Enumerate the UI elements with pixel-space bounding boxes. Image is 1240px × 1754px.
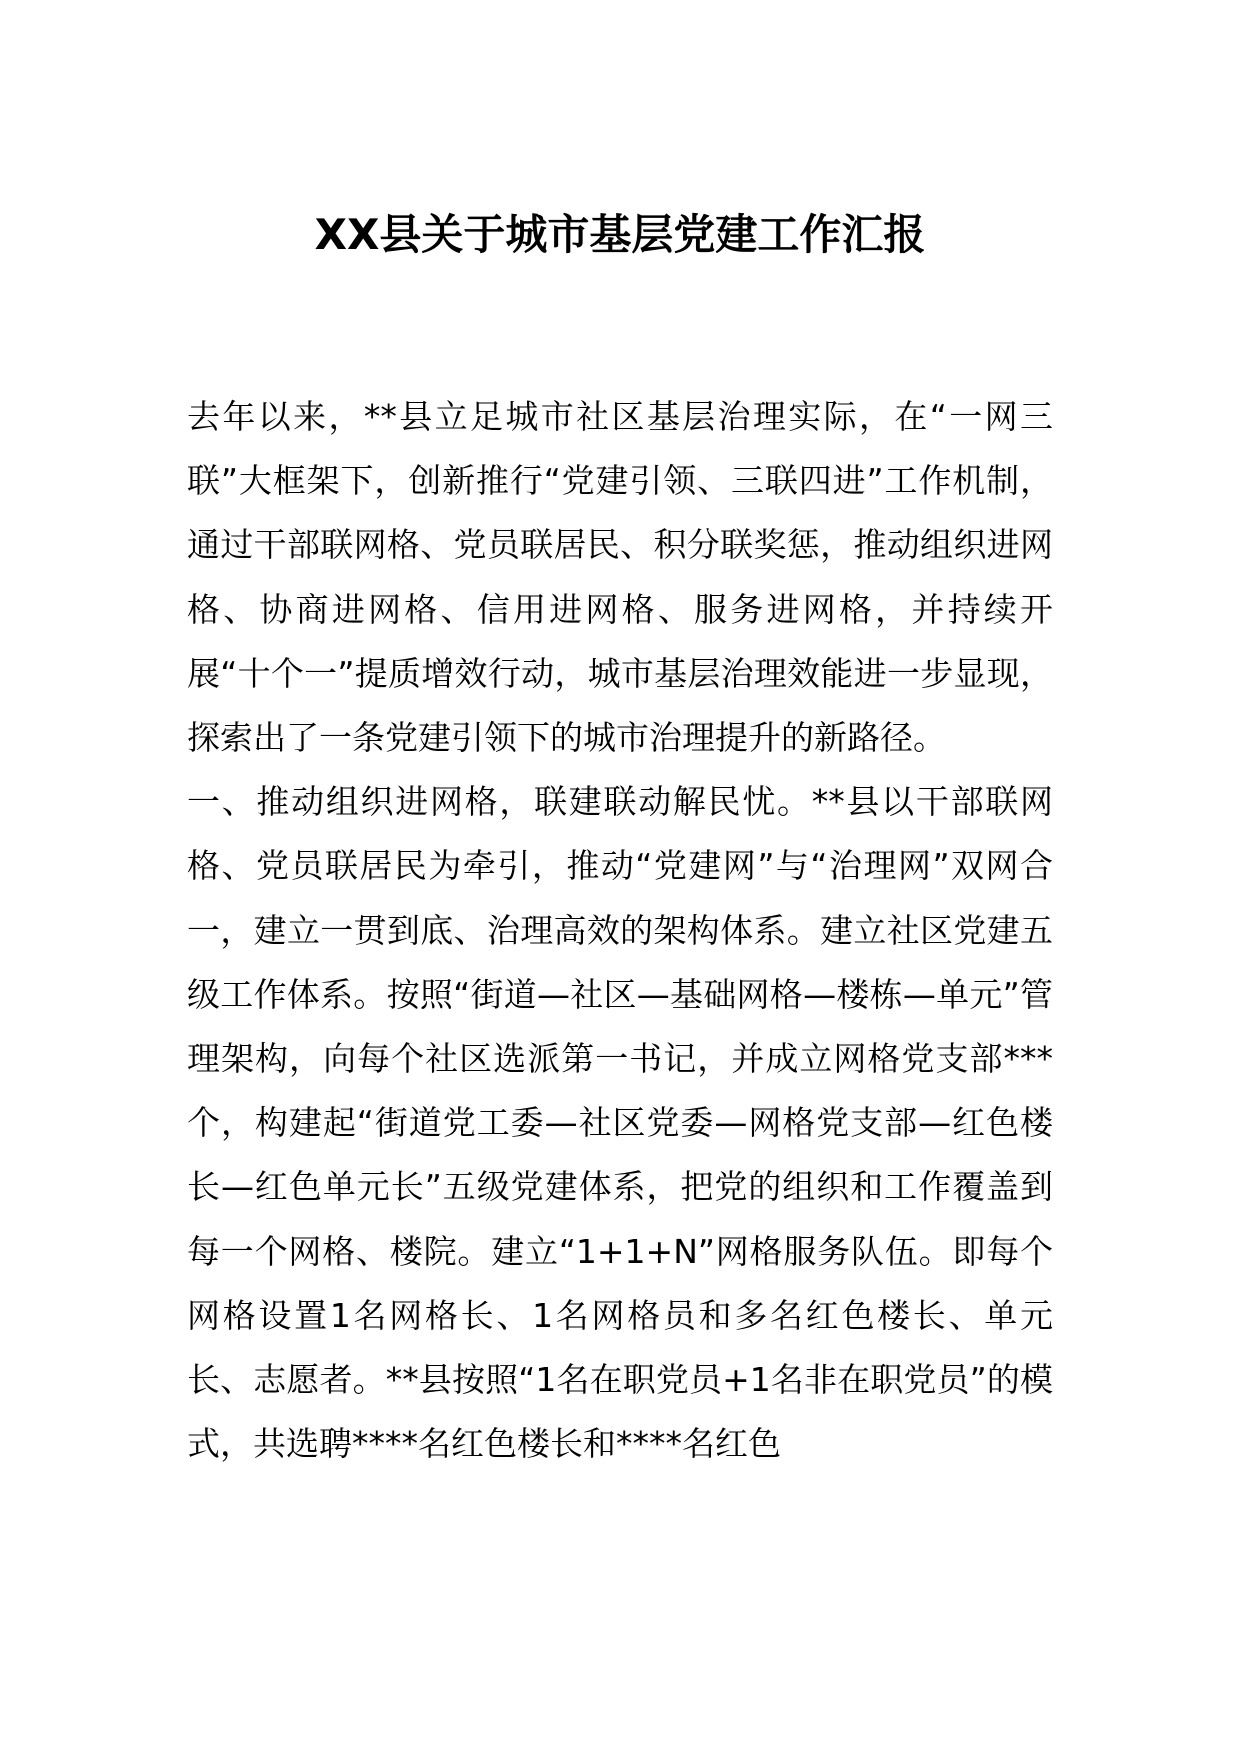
paragraph-intro: 去年以来，**县立足城市社区基层治理实际，在“一网三联”大框架下，创新推行“党建引领、三联四进”工作机制，通过干部联网格、党员联居民、积分联奖惩，推动组织进网格、协商进网格、信用进网格、服务进网格，并持续开展“十个一”提质增效行动，城市基层治理效能进一步显现，探索出了一条党建引领下的城市治理提升的新路径。 (187, 397, 1053, 758)
document-body (187, 385, 1053, 1476)
paragraph-section-one: 一、推动组织进网格，联建联动解民忧。**县以干部联网格、党员联居民为牵引，推动“党建网”与“治理网”双网合一，建立一贯到底、治理高效的架构体系。建立社区党建五级工作体系。按照“街道—社区—基础网格—楼栋—单元”管理架构，向每个社区选派第一书记，并成立网格党支部***个，构建起“街道党工委—社区党委—网格党支部—红色楼长—红色单元长”五级党建体系，把党的组织和工作覆盖到每一个网格、楼院。建立“1+1+N”网格服务队伍。即每个网格设置1名网格长、1名网格员和多名红色楼长、单元长、志愿者。**县按照“1名在职党员+1名非在职党员”的模式，共选聘****名红色楼长和****名红色 (187, 782, 1053, 1464)
document-title: XX县关于城市基层党建工作汇报 (314, 210, 926, 259)
